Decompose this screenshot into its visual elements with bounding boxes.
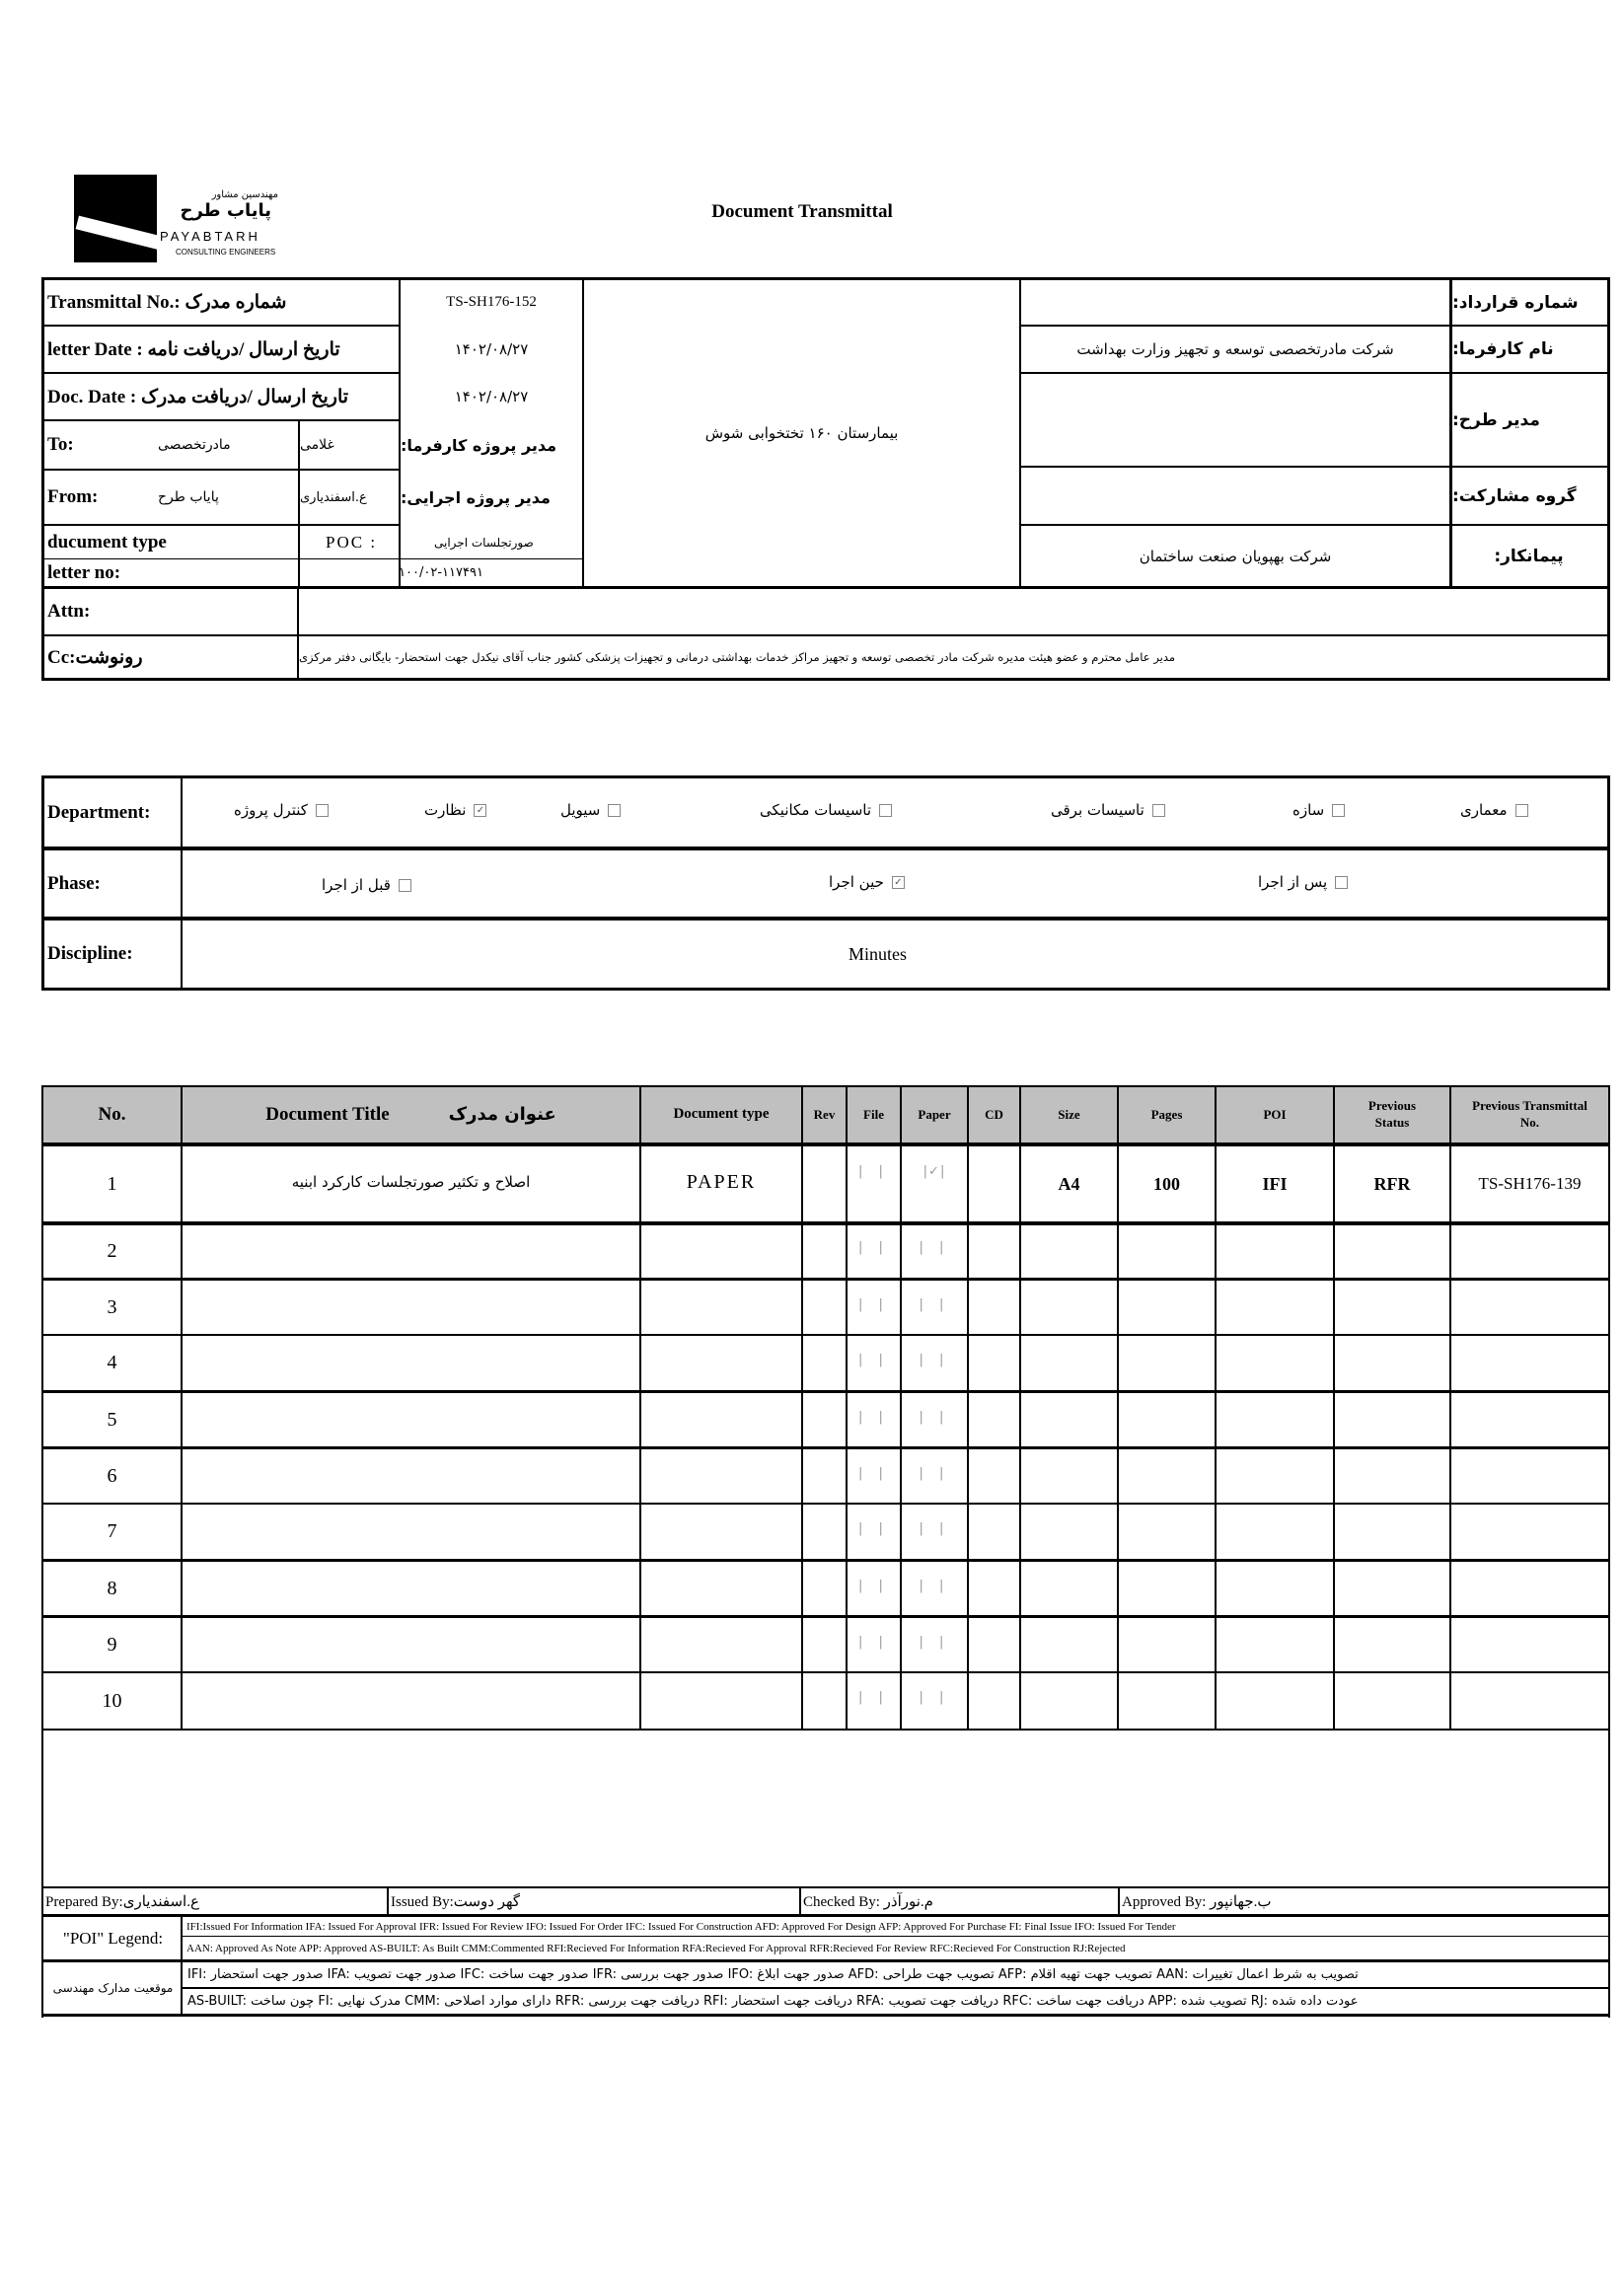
paper-checkbox[interactable]: | |: [919, 1520, 950, 1536]
file-checkbox[interactable]: | |: [858, 1634, 889, 1650]
file-checkbox[interactable]: | |: [858, 1520, 889, 1536]
checkbox-icon[interactable]: [1332, 804, 1345, 817]
file-checkbox[interactable]: | |: [858, 1689, 889, 1705]
letter-no-value: ۱۰۰/۰۲-۱۱۷۴۹۱: [399, 565, 483, 580]
contract-no-label: شماره قرارداد:: [1452, 292, 1579, 313]
doc-type-value: صورتجلسات اجرایی: [434, 535, 534, 550]
file-checkbox[interactable]: | |: [858, 1296, 889, 1312]
col-rev: Rev: [813, 1106, 836, 1122]
checkbox-icon[interactable]: [1152, 804, 1165, 817]
client-pm-name: غلامی: [300, 437, 334, 453]
paper-checkbox[interactable]: | |: [919, 1689, 950, 1705]
checkbox-icon[interactable]: [1335, 876, 1348, 889]
paper-checkbox[interactable]: | |: [919, 1465, 950, 1481]
to-label: To:: [47, 434, 74, 455]
paper-checkbox[interactable]: | |: [919, 1296, 950, 1312]
paper-checkbox[interactable]: | |: [919, 1352, 950, 1367]
file-checkbox[interactable]: | |: [858, 1578, 889, 1593]
col-title-en: Document Title: [265, 1103, 390, 1125]
col-prev-transmittal: Previous Transmittal No.: [1472, 1098, 1587, 1130]
phase-label: Phase:: [47, 872, 101, 894]
paper-checkbox[interactable]: | |: [919, 1578, 950, 1593]
checkbox-icon[interactable]: [399, 879, 411, 892]
file-checkbox[interactable]: | |: [858, 1465, 889, 1481]
client-name-label: نام کارفرما:: [1452, 339, 1554, 359]
department-label: Department:: [47, 801, 151, 823]
col-prev-status: Previous Status: [1367, 1098, 1417, 1130]
dept-option-electrical[interactable]: تاسیسات برقی: [1051, 801, 1165, 819]
paper-checkbox[interactable]: | |: [919, 1240, 950, 1255]
file-checkbox[interactable]: | |: [858, 1163, 889, 1179]
dept-option-structure[interactable]: سازه: [1292, 801, 1345, 819]
letter-no-label: letter no:: [47, 561, 121, 583]
status-legend-line1: IFI: صدور جهت استحضار IFA: صدور جهت تصویب IFC: صدور جهت ساخت IFR: صدور جهت بررسی IFO: صدور جهت ابلاغ AFD: تصویب جهت طراحی AFP: تصویب جهت تهیه اقلام AAN: تصویب به شرط اعمال تغییرات: [187, 1967, 1359, 1982]
checkbox-icon[interactable]: [879, 804, 892, 817]
cc-value: مدیر عامل محترم و عضو هیئت مدیره شرکت مادر تخصصی توسعه و تجهیز مراکز خدمات بهداشتی درمانی و تجهیزات پزشکی کشور جناب آقای نیکدل جهت استحضار- بایگانی دفتر مرکزی: [299, 650, 1176, 664]
letter-date-label: letter Date : تاریخ ارسال /دریافت نامه: [47, 338, 340, 360]
col-pages: Pages: [1150, 1106, 1183, 1122]
paper-checkbox[interactable]: | |: [919, 1634, 950, 1650]
poi-legend-line2: AAN: Approved As Note APP: Approved AS-BUILT: As Built CMM:Commented RFI:Recieved For Information RFA:Recieved For Approval RFR:Recieved For Review RFC:Recieved For Construction RJ:Rejected: [186, 1943, 1126, 1954]
col-paper: Paper: [918, 1106, 951, 1122]
col-poi: POI: [1263, 1106, 1287, 1122]
contractor-value: شرکت بهپویان صنعت ساختمان: [1139, 547, 1332, 565]
dept-option-mechanical[interactable]: تاسیسات مکانیکی: [760, 801, 892, 819]
client-pm-label: مدیر پروژه کارفرما:: [401, 435, 557, 455]
letter-date-value: ۱۴۰۲/۰۸/۲۷: [454, 340, 529, 358]
col-cd: CD: [985, 1106, 1003, 1122]
logo-tagline: CONSULTING ENGINEERS: [176, 248, 276, 257]
checkbox-icon[interactable]: [1515, 804, 1528, 817]
from-label: From:: [47, 486, 99, 507]
col-size: Size: [1058, 1106, 1080, 1122]
exec-pm-name: ع.اسفندیاری: [300, 489, 367, 505]
dept-option-architecture[interactable]: معماری: [1460, 801, 1528, 819]
paper-checkbox[interactable]: | |: [919, 1409, 950, 1425]
dept-option-project-control[interactable]: کنترل پروژه: [234, 801, 329, 819]
poi-legend-label: "POI" Legend:: [62, 1928, 164, 1948]
issued-by: Issued By:گهر دوست: [391, 1893, 521, 1910]
approved-by: Approved By: ب.جهانپور: [1122, 1893, 1272, 1910]
logo-name-en: PAYABTARH: [160, 229, 260, 244]
doc-type-label: ducument type: [47, 531, 167, 553]
logo-subtitle-fa: مهندسین مشاور: [211, 189, 278, 200]
checkbox-icon[interactable]: [608, 804, 621, 817]
col-file: File: [863, 1106, 884, 1122]
plan-manager-label: مدیر طرح:: [1452, 409, 1540, 430]
transmittal-no-label: Transmittal No.: شماره مدرک: [47, 292, 287, 313]
poi-legend-line1: IFI:Issued For Information IFA: Issued For Approval IFR: Issued For Review IFO: Issued For Order IFC: Issued For Construction AFD: Approved For Design AFP: Approved For Purchase FI: Final Issue IFO: Issued For Tender: [186, 1920, 1176, 1933]
checked-by: Checked By: م.نورآذر: [803, 1893, 933, 1910]
col-no: No.: [98, 1103, 126, 1125]
file-checkbox[interactable]: | |: [858, 1240, 889, 1255]
phase-option-during[interactable]: ✓ حین اجرا: [829, 873, 905, 891]
dept-option-civil[interactable]: سیویل: [560, 801, 621, 819]
checkbox-icon[interactable]: ✓: [892, 876, 905, 889]
to-value: مادرتخصصی: [158, 437, 231, 453]
doc-type-code: POC :: [326, 532, 378, 552]
logo-mark: [74, 175, 157, 262]
phase-option-after[interactable]: پس از اجرا: [1258, 873, 1348, 891]
doc-date-label: Doc. Date : تاریخ ارسال /دریافت مدرک: [47, 386, 349, 407]
file-checkbox[interactable]: | |: [858, 1352, 889, 1367]
file-checkbox[interactable]: | |: [858, 1409, 889, 1425]
doc-date-value: ۱۴۰۲/۰۸/۲۷: [454, 388, 529, 405]
doc-title: اصلاح و تکثیر صورتجلسات کارکرد ابنیه: [291, 1173, 531, 1191]
status-legend-line2: AS-BUILT: چون ساخت FI: مدرک نهایی CMM: دارای موارد اصلاحی RFR: دریافت جهت بررسی RFI: دریافت جهت استحضار RFA: دریافت جهت تصویب RFC: دریافت جهت ساخت APP: تصویب شده RJ: عودت داده شده: [187, 1994, 1359, 2009]
partnership-label: گروه مشارکت:: [1452, 485, 1577, 506]
attn-label: Attn:: [47, 601, 91, 622]
client-name-value: شرکت مادرتخصصی توسعه و تجهیز وزارت بهداشت: [1076, 340, 1394, 358]
status-legend-label: موقعیت مدارک مهندسی: [52, 1981, 174, 1995]
project-name: بیمارستان ۱۶۰ تختخوابی شوش: [704, 424, 899, 442]
exec-pm-label: مدیر پروژه اجرایی:: [401, 487, 551, 507]
col-doc-type: Document type: [673, 1106, 770, 1123]
discipline-label: Discipline:: [47, 943, 133, 964]
col-title-fa: عنوان مدرک: [448, 1104, 556, 1126]
from-value: پایاب طرح: [158, 489, 219, 505]
logo-name-fa: پایاب طرح: [180, 200, 271, 221]
transmittal-no-value: TS-SH176-152: [446, 294, 537, 310]
discipline-value: Minutes: [849, 943, 908, 964]
dept-option-supervision[interactable]: ✓ نظارت: [424, 801, 486, 819]
checkbox-icon[interactable]: [316, 804, 329, 817]
checkbox-icon[interactable]: ✓: [474, 804, 486, 817]
paper-checkbox[interactable]: |✓|: [923, 1163, 946, 1179]
cc-label: Cc:رونوشت: [47, 646, 143, 668]
page-title: Document Transmittal: [711, 201, 893, 222]
contractor-label: پیمانکار:: [1494, 546, 1564, 566]
phase-option-before[interactable]: قبل از اجرا: [322, 876, 411, 894]
prepared-by: Prepared By:ع.اسفندیاری: [45, 1893, 199, 1910]
